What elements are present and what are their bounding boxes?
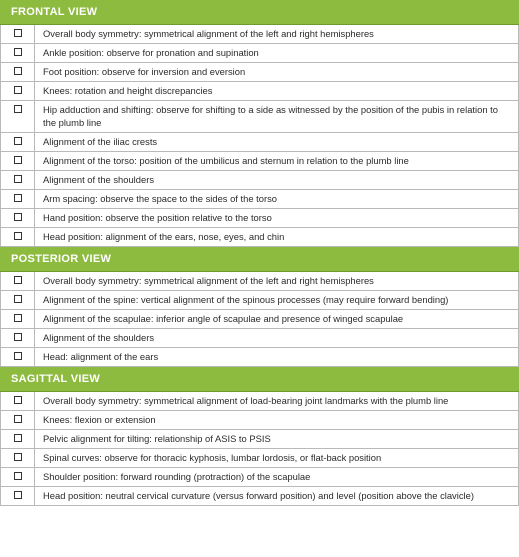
checklist-row <box>1 25 518 44</box>
checkbox[interactable] <box>14 295 22 303</box>
checklist-item-text: Hand position: observe the position relative to the torso <box>43 212 272 223</box>
checklist-row <box>1 190 518 209</box>
checklist-row <box>1 487 518 506</box>
checklist-item-text: Knees: flexion or extension <box>43 414 156 425</box>
checklist-row <box>1 82 518 101</box>
checklist-row <box>1 63 518 82</box>
checkbox[interactable] <box>14 48 22 56</box>
checkbox[interactable] <box>14 491 22 499</box>
checklist-row <box>1 430 518 449</box>
checkbox[interactable] <box>14 194 22 202</box>
frontal-view-list <box>0 25 519 247</box>
checkbox[interactable] <box>14 67 22 75</box>
checkbox[interactable] <box>14 314 22 322</box>
checklist-row <box>1 171 518 190</box>
section-title: POSTERIOR VIEW <box>11 253 112 265</box>
checklist-item-text: Head position: neutral cervical curvature (versus forward position) and level (position above the clavicle) <box>43 490 474 501</box>
frontal-view-header <box>0 0 519 25</box>
posterior-view-header <box>0 247 519 272</box>
section-title: SAGITTAL VIEW <box>11 373 101 385</box>
checkbox[interactable] <box>14 137 22 145</box>
checklist-item-text: Overall body symmetry: symmetrical alignment of load-bearing joint landmarks with the plumb line <box>43 395 449 406</box>
checkbox[interactable] <box>14 276 22 284</box>
checklist-row <box>1 101 518 133</box>
checkbox[interactable] <box>14 434 22 442</box>
checklist-item-text: Alignment of the scapulae: inferior angle of scapulae and presence of winged scapulae <box>43 313 404 324</box>
checkbox[interactable] <box>14 86 22 94</box>
checklist-item-text: Spinal curves: observe for thoracic kyphosis, lumbar lordosis, or flat-back position <box>43 452 382 463</box>
checkbox[interactable] <box>14 29 22 37</box>
checklist-item-text: Alignment of the iliac crests <box>43 136 158 147</box>
checkbox[interactable] <box>14 213 22 221</box>
sagittal-view-list <box>0 392 519 506</box>
checklist-item-text: Ankle position: observe for pronation and supination <box>43 47 259 58</box>
posterior-view-list <box>0 272 519 367</box>
checklist-row <box>1 310 518 329</box>
sagittal-view-header <box>0 367 519 392</box>
checklist-item-text: Arm spacing: observe the space to the sides of the torso <box>43 193 277 204</box>
checklist-row <box>1 449 518 468</box>
checklist-item-text: Head position: alignment of the ears, nose, eyes, and chin <box>43 231 285 242</box>
checklist-row <box>1 228 518 247</box>
checklist-item-text: Shoulder position: forward rounding (protraction) of the scapulae <box>43 471 311 482</box>
checklist-row <box>1 133 518 152</box>
checkbox[interactable] <box>14 472 22 480</box>
checklist-row <box>1 348 518 367</box>
checklist-row <box>1 329 518 348</box>
checkbox[interactable] <box>14 175 22 183</box>
checklist-row <box>1 468 518 487</box>
checklist-row <box>1 272 518 291</box>
checklist-item-text: Knees: rotation and height discrepancies <box>43 85 213 96</box>
checklist-item-text: Pelvic alignment for tilting: relationship of ASIS to PSIS <box>43 433 271 444</box>
checklist-row <box>1 44 518 63</box>
checklist-item-text: Alignment of the shoulders <box>43 332 155 343</box>
checkbox[interactable] <box>14 352 22 360</box>
section-title: FRONTAL VIEW <box>11 6 98 18</box>
checklist-row <box>1 152 518 171</box>
checklist-item-text: Foot position: observe for inversion and eversion <box>43 66 246 77</box>
checkbox[interactable] <box>14 453 22 461</box>
checkbox[interactable] <box>14 156 22 164</box>
checklist-item-text: Alignment of the shoulders <box>43 174 155 185</box>
checklist-row <box>1 209 518 228</box>
checklist-item-text: Hip adduction and shifting: observe for shifting to a side as witnessed by the position of the pubis in relation to the plumb line <box>43 104 498 128</box>
checklist-row <box>1 291 518 310</box>
checklist-row <box>1 392 518 411</box>
checklist-item-text: Alignment of the torso: position of the umbilicus and sternum in relation to the plumb line <box>43 155 409 166</box>
checkbox[interactable] <box>14 105 22 113</box>
checkbox[interactable] <box>14 232 22 240</box>
checklist-item-text: Head: alignment of the ears <box>43 351 159 362</box>
checkbox[interactable] <box>14 396 22 404</box>
checklist-item-text: Overall body symmetry: symmetrical alignment of the left and right hemispheres <box>43 28 374 39</box>
checkbox[interactable] <box>14 415 22 423</box>
checklist-row <box>1 411 518 430</box>
checklist-item-text: Overall body symmetry: symmetrical alignment of the left and right hemispheres <box>43 275 374 286</box>
checkbox[interactable] <box>14 333 22 341</box>
checklist-item-text: Alignment of the spine: vertical alignment of the spinous processes (may require forward bending) <box>43 294 449 305</box>
